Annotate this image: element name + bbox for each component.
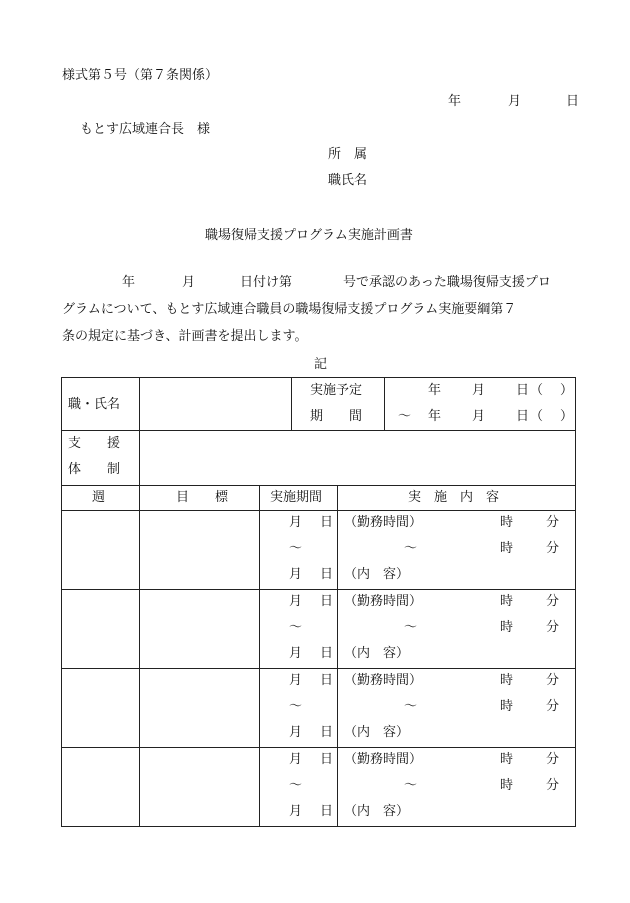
period-end-day: 日 [320, 646, 334, 661]
work-hours-label: （勤務時間） [344, 752, 423, 767]
end-minute-label: 分 [546, 541, 560, 556]
content-label: （内 容） [344, 804, 410, 819]
body-line2: グラムについて、もとす広域連合職員の職場復帰支援プログラム実施要綱第７ [62, 302, 517, 317]
affiliation-label: 所 属 [328, 147, 368, 162]
support-label-1: 支 援 [68, 436, 121, 451]
period-start-month: 月 [289, 594, 303, 609]
table-rule [384, 377, 385, 431]
body-line3: 条の規定に基づき、計画書を提出します。 [62, 329, 308, 344]
table-rule [139, 485, 140, 827]
period-tilde: ～ [289, 699, 303, 714]
end-hour-label: 時 [500, 620, 514, 635]
table-rule [337, 485, 338, 827]
end-minute-label: 分 [546, 699, 560, 714]
table-rule [259, 485, 260, 827]
start-minute-label: 分 [546, 752, 560, 767]
col-week: 週 [92, 490, 106, 505]
end-hour-label: 時 [500, 778, 514, 793]
start-hour-label: 時 [500, 515, 514, 530]
period-start-day: 日 [320, 752, 334, 767]
end-paren-open: （ [530, 409, 544, 424]
end-paren-close: ） [560, 409, 574, 424]
start-paren-open: （ [530, 383, 544, 398]
period-tilde: ～ [289, 541, 303, 556]
end-tilde: ～ [398, 409, 412, 424]
hours-tilde: ～ [404, 699, 418, 714]
end-day: 日 [516, 409, 530, 424]
start-paren-close: ） [560, 383, 574, 398]
body-year: 年 [122, 275, 136, 290]
table-border-left [61, 377, 62, 827]
period-start-day: 日 [320, 515, 334, 530]
date-year: 年 [448, 94, 462, 109]
schedule-label-2: 期 間 [310, 409, 363, 424]
start-hour-label: 時 [500, 673, 514, 688]
period-start-month: 月 [289, 673, 303, 688]
table-rule [291, 377, 292, 431]
period-end-day: 日 [320, 567, 334, 582]
content-label: （内 容） [344, 646, 410, 661]
body-line1-rest: 号で承認のあった職場復帰支援プロ [343, 275, 551, 290]
table-rule [139, 377, 140, 486]
start-minute-label: 分 [546, 673, 560, 688]
start-minute-label: 分 [546, 515, 560, 530]
content-label: （内 容） [344, 725, 410, 740]
body-month: 月 [182, 275, 196, 290]
period-start-month: 月 [289, 752, 303, 767]
period-tilde: ～ [289, 778, 303, 793]
period-start-day: 日 [320, 673, 334, 688]
name-header: 職・氏名 [68, 397, 121, 412]
hours-tilde: ～ [404, 620, 418, 635]
date-day: 日 [566, 94, 580, 109]
end-hour-label: 時 [500, 699, 514, 714]
document-title: 職場復帰支援プログラム実施計画書 [205, 228, 413, 243]
period-end-month: 月 [289, 646, 303, 661]
start-hour-label: 時 [500, 594, 514, 609]
start-month: 月 [472, 383, 486, 398]
col-content: 実 施 内 容 [408, 490, 500, 505]
end-month: 月 [472, 409, 486, 424]
date-month: 月 [508, 94, 522, 109]
form-number: 様式第５号（第７条関係） [62, 68, 219, 83]
period-start-month: 月 [289, 515, 303, 530]
period-end-month: 月 [289, 567, 303, 582]
content-label: （内 容） [344, 567, 410, 582]
name-label: 職氏名 [328, 173, 368, 188]
end-minute-label: 分 [546, 778, 560, 793]
body-date-tail: 日付け第 [240, 275, 293, 290]
period-end-day: 日 [320, 804, 334, 819]
ki-label: 記 [314, 357, 328, 372]
work-hours-label: （勤務時間） [344, 515, 423, 530]
period-tilde: ～ [289, 620, 303, 635]
work-hours-label: （勤務時間） [344, 673, 423, 688]
start-year: 年 [428, 383, 442, 398]
start-hour-label: 時 [500, 752, 514, 767]
addressee: もとす広域連合長 様 [80, 122, 211, 137]
work-hours-label: （勤務時間） [344, 594, 423, 609]
period-start-day: 日 [320, 594, 334, 609]
col-goal: 目 標 [176, 490, 229, 505]
col-period: 実施期間 [270, 490, 323, 505]
hours-tilde: ～ [404, 778, 418, 793]
start-day: 日 [516, 383, 530, 398]
period-end-month: 月 [289, 804, 303, 819]
start-minute-label: 分 [546, 594, 560, 609]
period-end-month: 月 [289, 725, 303, 740]
end-hour-label: 時 [500, 541, 514, 556]
period-end-day: 日 [320, 725, 334, 740]
end-year: 年 [428, 409, 442, 424]
hours-tilde: ～ [404, 541, 418, 556]
support-label-2: 体 制 [68, 462, 121, 477]
schedule-label-1: 実施予定 [310, 383, 363, 398]
table-border-right [575, 377, 576, 827]
end-minute-label: 分 [546, 620, 560, 635]
